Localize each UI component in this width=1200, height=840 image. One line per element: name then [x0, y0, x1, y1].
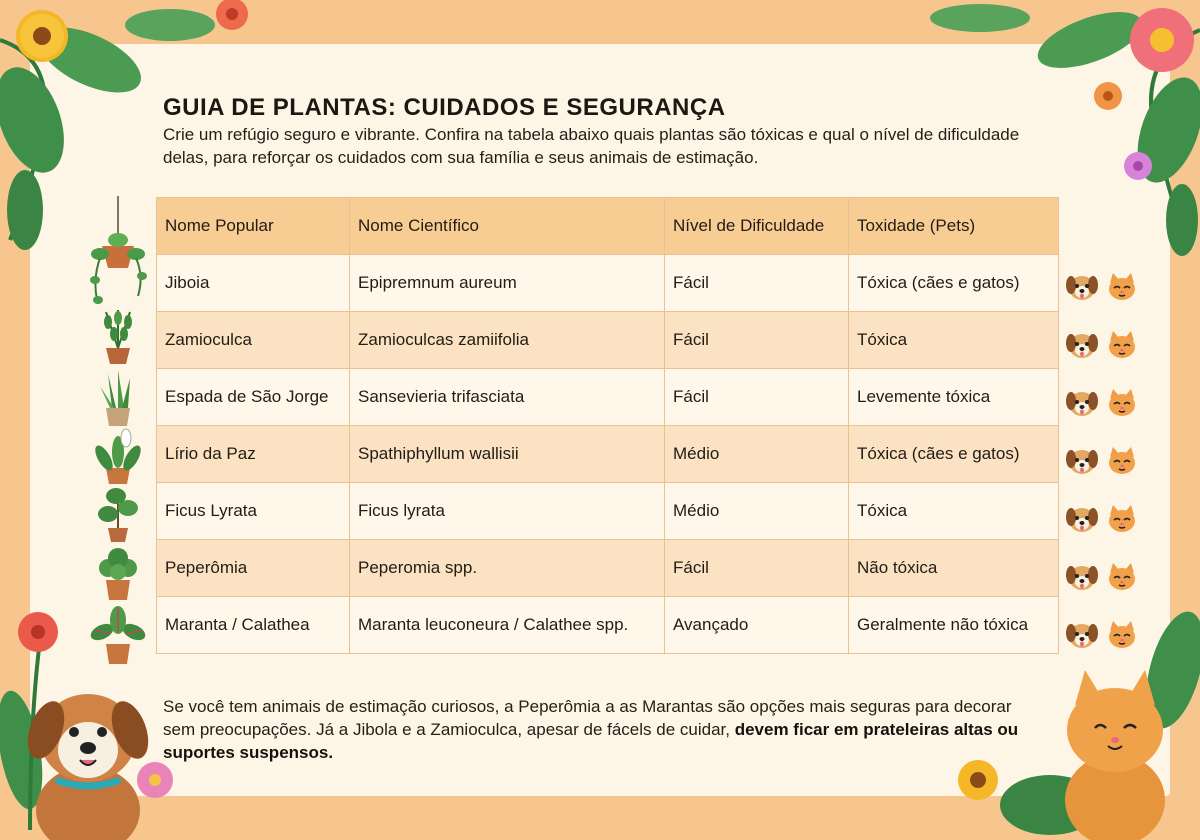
cat-face-icon	[1104, 445, 1140, 477]
peace-lily-icon	[86, 428, 150, 484]
cell-cientifico: Spathiphyllum wallisii	[350, 426, 665, 483]
cat-face-icon	[1104, 619, 1140, 651]
zz-plant-icon	[86, 308, 150, 364]
table-row	[157, 540, 1059, 597]
header-nivel-dificuldade: Nível de Dificuldade	[665, 198, 849, 255]
pet-icons	[1064, 618, 1144, 652]
dog-face-icon	[1064, 329, 1100, 361]
cat-face-icon	[1104, 561, 1140, 593]
pet-icons	[1064, 560, 1144, 594]
peperomia-icon	[86, 544, 150, 600]
cell-toxidade: Tóxica	[849, 312, 1059, 369]
cell-toxidade: Levemente tóxica	[849, 369, 1059, 426]
plants-table	[156, 197, 1059, 654]
hanging-pothos-icon	[86, 196, 150, 308]
table-row	[157, 426, 1059, 483]
cell-toxidade: Não tóxica	[849, 540, 1059, 597]
cell-dificuldade: Médio	[665, 483, 849, 540]
pet-icons	[1064, 502, 1144, 536]
cell-cientifico: Peperomia spp.	[350, 540, 665, 597]
header-nome-popular: Nome Popular	[157, 198, 350, 255]
cell-cientifico: Maranta leuconeura / Calathee spp.	[350, 597, 665, 654]
cell-cientifico: Zamioculcas zamiifolia	[350, 312, 665, 369]
cat-face-icon	[1104, 503, 1140, 535]
header-nome-cientifico: Nome Científico	[350, 198, 665, 255]
cell-cientifico: Sansevieria trifasciata	[350, 369, 665, 426]
table-row	[157, 597, 1059, 654]
cell-popular: Espada de São Jorge	[157, 369, 350, 426]
cell-dificuldade: Médio	[665, 426, 849, 483]
cell-dificuldade: Fácil	[665, 540, 849, 597]
cell-toxidade: Tóxica (cães e gatos)	[849, 255, 1059, 312]
table-row	[157, 369, 1059, 426]
cell-popular: Peperômia	[157, 540, 350, 597]
snake-plant-icon	[86, 370, 150, 426]
cell-dificuldade: Avançado	[665, 597, 849, 654]
header-toxidade: Toxidade (Pets)	[849, 198, 1059, 255]
footer-note	[163, 695, 1023, 764]
cell-popular: Lírio da Paz	[157, 426, 350, 483]
cell-popular: Zamioculca	[157, 312, 350, 369]
cat-face-icon	[1104, 387, 1140, 419]
pet-icons	[1064, 444, 1144, 478]
cell-cientifico: Ficus lyrata	[350, 483, 665, 540]
cat-face-icon	[1104, 271, 1140, 303]
cell-popular: Ficus Lyrata	[157, 483, 350, 540]
dog-face-icon	[1064, 503, 1100, 535]
pet-icons	[1064, 328, 1144, 362]
cell-popular: Maranta / Calathea	[157, 597, 350, 654]
cell-dificuldade: Fácil	[665, 312, 849, 369]
cell-toxidade: Tóxica (cães e gatos)	[849, 426, 1059, 483]
cell-toxidade: Tóxica	[849, 483, 1059, 540]
dog-face-icon	[1064, 445, 1100, 477]
intro-paragraph: Crie um refúgio seguro e vibrante. Confira na tabela abaixo quais plantas são tóxicas e qual o nível de dificuldade delas, para reforçar os cuidados com sua família e seus animais de estimação.	[163, 125, 1020, 167]
cell-dificuldade: Fácil	[665, 255, 849, 312]
footer-emphasis: devem ficar em prateleiras altas ou suportes suspensos.	[163, 720, 1019, 762]
maranta-icon	[86, 602, 150, 666]
cat-face-icon	[1104, 329, 1140, 361]
footer-text: Se você tem animais de estimação curiosos, a Peperômia a as Marantas são opções mais seguras para decorar sem preocupações. Já a Jibola e a Zamioculca, apesar de fácels de cuidar,	[163, 697, 1012, 739]
table-row	[157, 312, 1059, 369]
cell-cientifico: Epipremnum aureum	[350, 255, 665, 312]
table-header-row	[157, 198, 1059, 255]
table-row	[157, 255, 1059, 312]
dog-face-icon	[1064, 619, 1100, 651]
cell-dificuldade: Fácil	[665, 369, 849, 426]
cell-popular: Jiboia	[157, 255, 350, 312]
dog-face-icon	[1064, 271, 1100, 303]
page-title: GUIA DE PLANTAS: CUIDADOS E SEGURANÇA	[163, 94, 726, 121]
pet-icons	[1064, 386, 1144, 420]
cell-toxidade: Geralmente não tóxica	[849, 597, 1059, 654]
table-row	[157, 483, 1059, 540]
fiddle-leaf-fig-icon	[86, 486, 150, 542]
dog-face-icon	[1064, 387, 1100, 419]
dog-face-icon	[1064, 561, 1100, 593]
pet-icons	[1064, 270, 1144, 304]
